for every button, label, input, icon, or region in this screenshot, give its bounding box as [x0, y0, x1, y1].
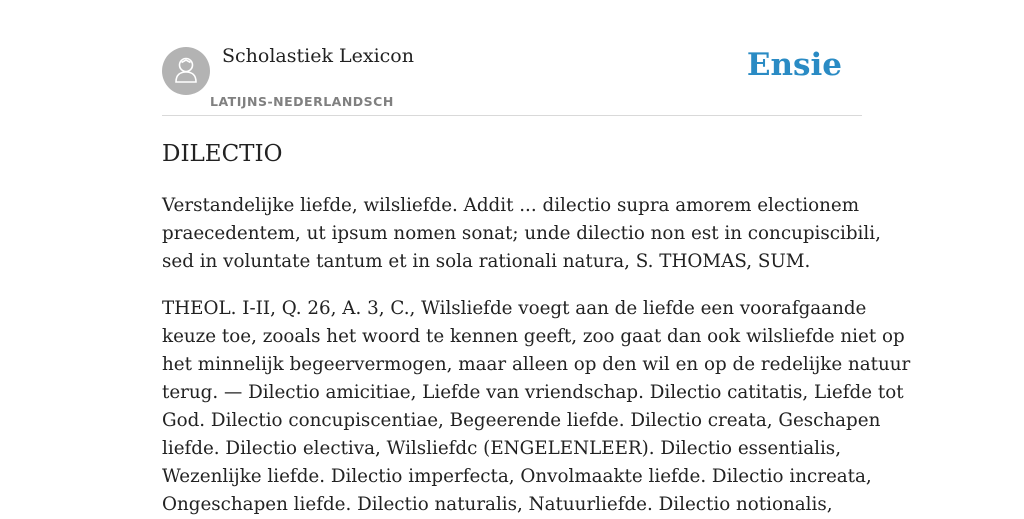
paragraph-line: terug. — Dilectio amicitiae, Liefde van vriendschap. Dilectio catitatis, Liefde tot — [162, 382, 904, 403]
page-container — [162, 0, 911, 515]
paragraph-line: God. Dilectio concupiscentiae, Begeerende liefde. Dilectio creata, Geschapen — [162, 410, 881, 431]
paragraph-line: sed in voluntate tantum et in sola rationali natura, S. THOMAS, SUM. — [162, 251, 811, 272]
paragraph-line: Verstandelijke liefde, wilsliefde. Addit ... dilectio supra amorem electionem — [162, 195, 860, 216]
entry-paragraph-2 — [162, 295, 911, 519]
paragraph-line: Ongeschapen liefde. Dilectio naturalis, Natuurliefde. Dilectio notionalis, — [162, 494, 833, 515]
paragraph-line: Wezenlijke liefde. Dilectio imperfecta, Onvolmaakte liefde. Dilectio increata, — [162, 466, 872, 487]
paragraph-line: praecedentem, ut ipsum nomen sonat; unde dilectio non est in concupiscibili, — [162, 223, 881, 244]
paragraph-line: keuze toe, zooals het woord te kennen geeft, zoo gaat dan ook wilsliefde niet op — [162, 326, 905, 347]
entry-title: DILECTIO — [162, 141, 283, 167]
paragraph-line: THEOL. I-II, Q. 26, A. 3, C., Wilsliefde voegt aan de liefde een voorafgaande — [162, 298, 867, 319]
user-avatar-icon[interactable] — [162, 47, 210, 95]
brand-logo[interactable]: Ensie — [746, 47, 842, 83]
header — [162, 0, 862, 116]
paragraph-line: het minnelijk begeervermogen, maar alleen op den wil en op de redelijke natuur — [162, 354, 911, 375]
site-title[interactable]: Scholastiek Lexicon — [222, 45, 414, 67]
paragraph-line: liefde. Dilectio electiva, Wilsliefdc (ENGELENLEER). Dilectio essentialis, — [162, 438, 842, 459]
entry-paragraph-1 — [162, 192, 881, 276]
site-subtitle: LATIJNS-NEDERLANDSCH — [210, 94, 394, 109]
